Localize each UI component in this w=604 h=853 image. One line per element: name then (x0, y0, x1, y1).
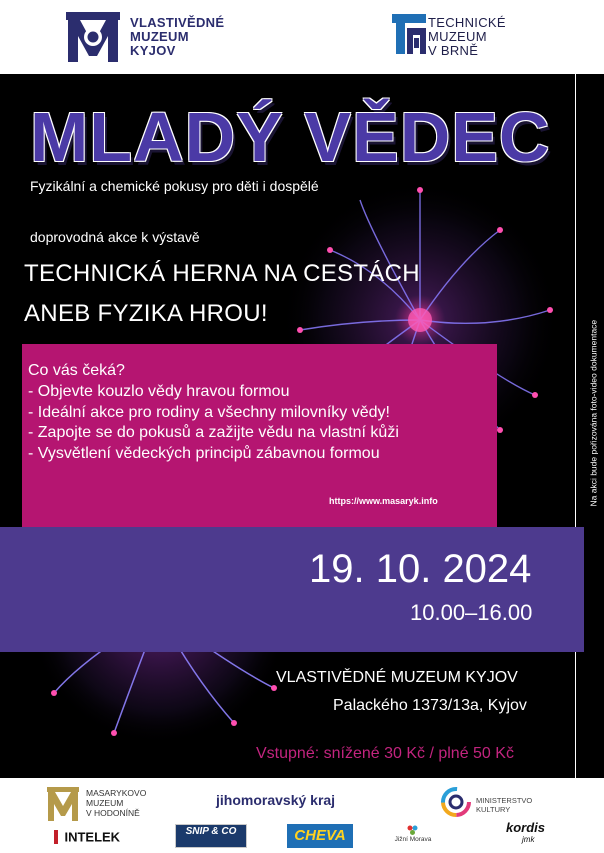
logo-line: V HODONÍNĚ (86, 808, 140, 818)
photo-notice-text: Na akci bude pořizována foto-video dokumentace (588, 319, 599, 507)
offer-item: - Objevte kouzlo vědy hravou formou (28, 383, 290, 400)
photo-notice (584, 290, 602, 515)
intelek-icon (54, 830, 58, 844)
event-subtitle: Fyzikální a chemické pokusy pro děti i dospělé (30, 178, 319, 194)
logo-line: VLASTIVĚDNÉ (130, 15, 225, 30)
intelek-logo (54, 828, 120, 846)
exhibition-title-line1: TECHNICKÁ HERNA NA CESTÁCH (24, 260, 420, 287)
logo-line: V BRNĚ (428, 43, 479, 58)
intelek-text: INTELEK (64, 829, 121, 845)
masarykovo-muzeum-logo (46, 786, 186, 824)
accompanying-label: doprovodná akce k výstavě (30, 229, 200, 245)
offer-heading: Co vás čeká? (28, 362, 125, 379)
snip-co-text: SNIP & CO (185, 826, 237, 837)
jizni-morava-text: Jižní Morava (394, 836, 432, 843)
event-date: 19. 10. 2024 (309, 547, 532, 591)
offer-item: - Vysvětlení vědeckých principů zábavnou formou (28, 444, 380, 462)
tmb-icon (392, 14, 426, 54)
cheva-logo (287, 824, 353, 848)
logo-line: MUZEUM (130, 29, 189, 44)
event-time: 10.00–16.00 (410, 600, 533, 625)
technicke-muzeum-logo (392, 14, 552, 64)
event-title: MLADÝ VĚDEC (30, 98, 551, 176)
logo-line: KYJOV (130, 43, 176, 58)
jihomoravsky-kraj-logo: jihomoravský kraj (216, 792, 336, 808)
exhibition-title-line2: ANEB FYZIKA HROU! (24, 300, 268, 327)
divider-line (575, 74, 576, 778)
offer-list (28, 382, 399, 464)
venue-name: VLASTIVĚDNÉ MUZEUM KYJOV (276, 669, 518, 686)
grape-icon (406, 824, 420, 836)
logo-line: MINISTERSTVO (476, 796, 533, 805)
venue-address: Palackého 1373/13a, Kyjov (333, 697, 527, 714)
header (0, 0, 604, 74)
cheva-text: CHEVA (294, 827, 346, 844)
masaryk-m-icon (46, 786, 80, 822)
footer-sponsors (0, 778, 604, 853)
kordis-sub-text: jmk (522, 835, 535, 844)
jizni-morava-logo (388, 824, 438, 850)
snip-co-logo (175, 824, 247, 848)
kordis-text: kordis (506, 820, 546, 835)
logo-line: MASARYKOVO (86, 788, 147, 798)
vlastivedne-muzeum-logo (64, 10, 264, 64)
mk-circle-icon (440, 786, 472, 818)
offer-box (22, 344, 497, 527)
website-link[interactable]: https://www.masaryk.info (329, 496, 438, 506)
offer-item: - Zapojte se do pokusů a zažijte vědu na vlastní kůži (28, 424, 399, 441)
museum-m-icon (64, 10, 122, 64)
logo-line: MUZEUM (428, 29, 487, 44)
offer-item: - Ideální akce pro rodiny a všechny milovníky vědy! (28, 403, 390, 421)
kordis-logo (506, 820, 556, 850)
logo-line: TECHNICKÉ (428, 15, 506, 30)
logo-line: KULTURY (476, 805, 511, 814)
date-bar (0, 527, 584, 652)
admission-price: Vstupné: snížené 30 Kč / plné 50 Kč (256, 745, 514, 762)
logo-line: MUZEUM (86, 798, 124, 808)
ministerstvo-kultury-logo (440, 786, 560, 820)
